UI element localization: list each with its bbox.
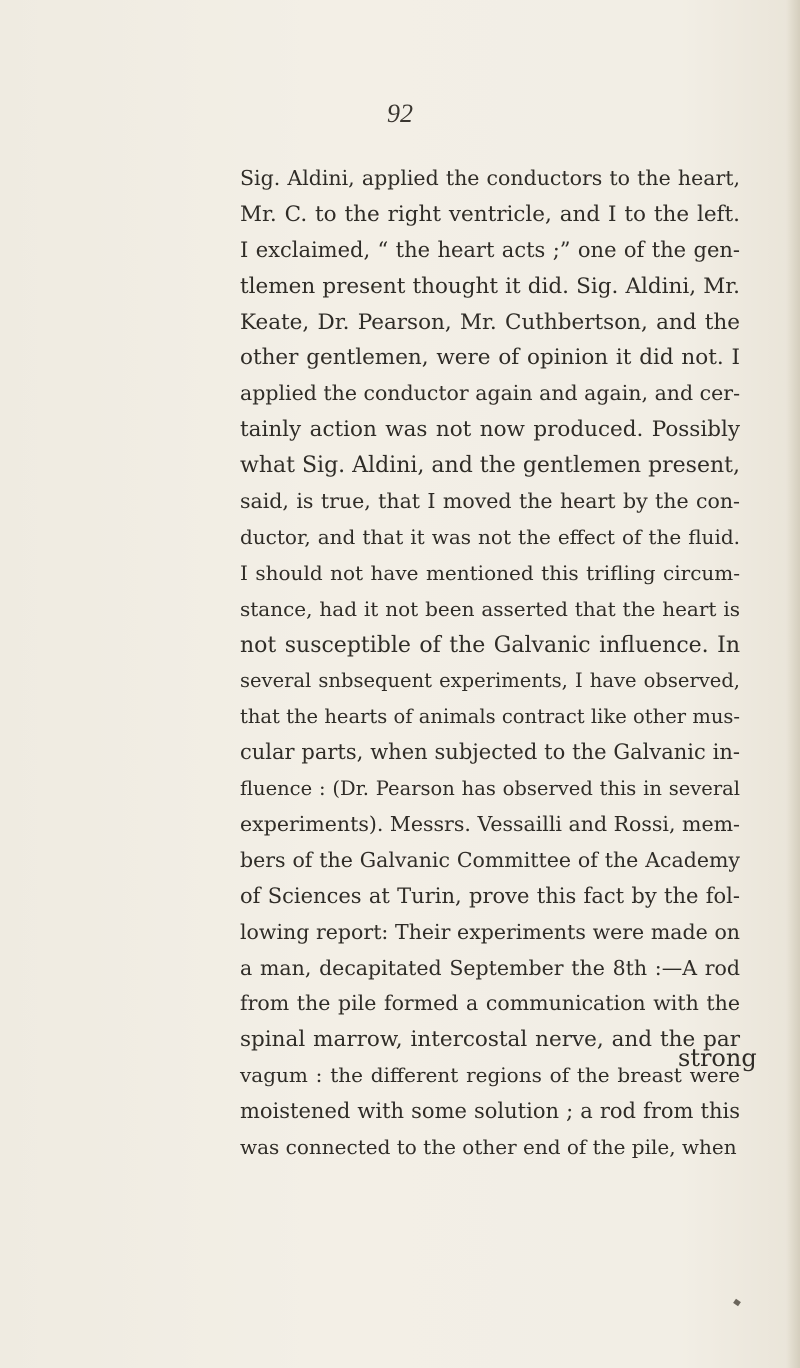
text-line: Sig. Aldini, applied the conductors to the heart, — [240, 166, 740, 190]
text-line: a man, decapitated September the 8th :—A rod — [240, 955, 740, 980]
text-line: bers of the Galvanic Committee of the Academy — [240, 847, 740, 872]
text-line: that the hearts of animals contract like other mus- — [240, 705, 740, 729]
text-line: lowing report: Their experiments were made on — [240, 919, 740, 944]
text-line: tainly action was not now produced. Possibly — [240, 417, 740, 443]
text-line: applied the conductor again and again, and cer- — [240, 381, 740, 406]
text-line: cular parts, when subjected to the Galvanic in- — [240, 740, 740, 765]
text-line: stance, had it not been asserted that the heart is — [240, 596, 740, 621]
text-line: experiments). Messrs. Vessailli and Rossi, mem- — [240, 812, 740, 837]
text-line: spinal marrow, intercostal nerve, and the par — [240, 1027, 740, 1053]
text-line: ductor, and that it was not the effect of the fluid. — [240, 524, 740, 549]
ink-speck — [733, 1299, 741, 1307]
text-line: vagum : the different regions of the breast were — [240, 1063, 740, 1088]
text-line: was connected to the other end of the pile, when — [240, 1135, 737, 1160]
page-number: 92 — [387, 99, 413, 128]
text-line: not susceptible of the Galvanic influence. In — [240, 632, 740, 658]
text-line: Keate, Dr. Pearson, Mr. Cuthbertson, and the — [240, 309, 740, 335]
text-line: fluence : (Dr. Pearson has observed this in several — [240, 777, 740, 801]
text-line: several snbsequent experiments, I have observed, — [240, 669, 740, 693]
text-line: of Sciences at Turin, prove this fact by the fol- — [240, 883, 740, 908]
text-line: said, is true, that I moved the heart by the con- — [240, 489, 740, 514]
text-line: I should not have mentioned this trifling circum- — [240, 560, 740, 585]
text-line: what Sig. Aldini, and the gentlemen present, — [240, 453, 740, 479]
text-line: other gentlemen, were of opinion it did not. I — [240, 345, 740, 371]
catchword: strong — [678, 1044, 757, 1072]
text-line: moistened with some solution ; a rod from this — [240, 1099, 740, 1124]
body-text — [240, 161, 740, 1166]
page-edge-shadow — [786, 0, 800, 1368]
text-line: I exclaimed, “ the heart acts ;” one of the gen- — [240, 237, 740, 262]
text-line: Mr. C. to the right ventricle, and I to the left. — [240, 201, 740, 227]
text-line: from the pile formed a communication with the — [240, 991, 740, 1016]
text-line: tlemen present thought it did. Sig. Aldini, Mr. — [240, 273, 740, 299]
